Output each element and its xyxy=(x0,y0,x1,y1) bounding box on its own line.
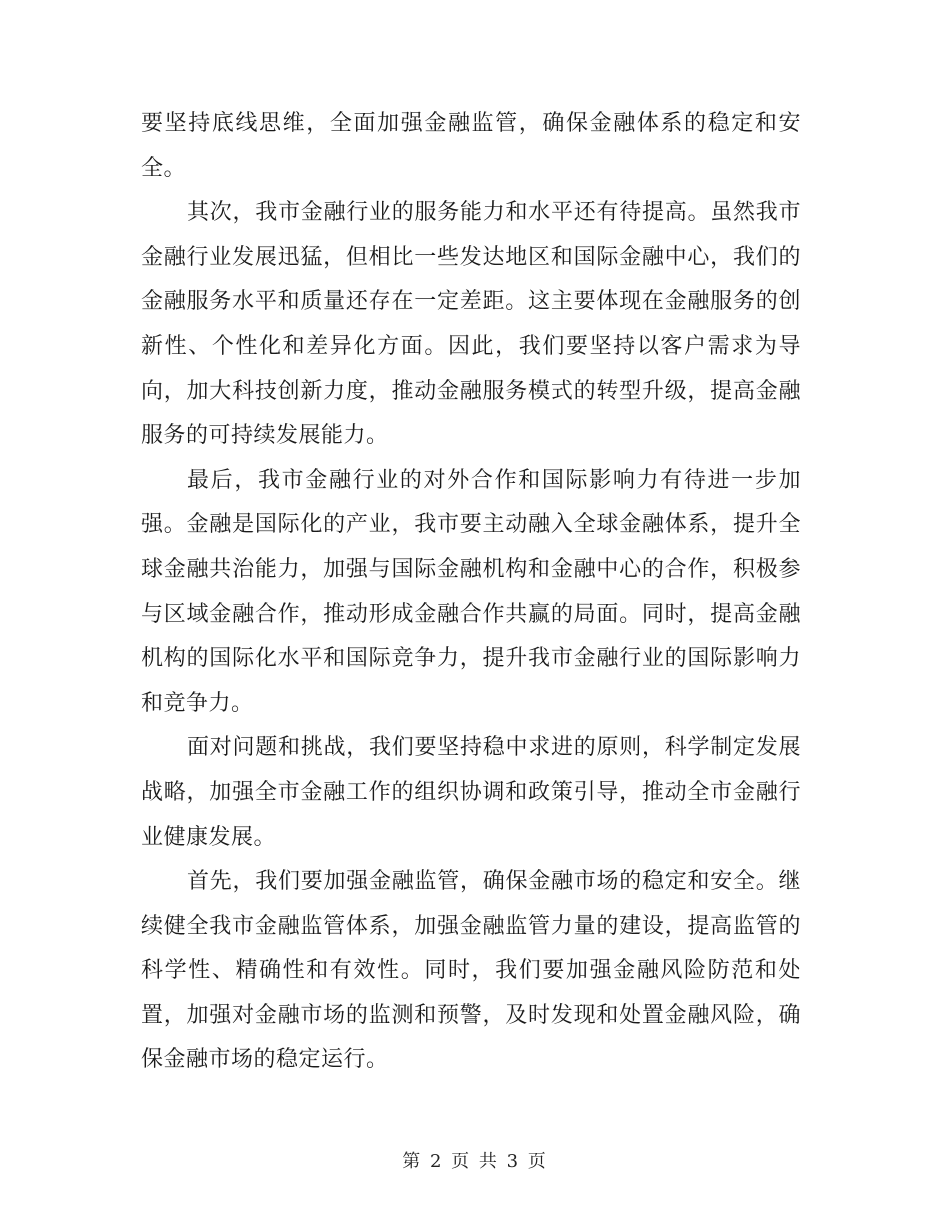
paragraph-challenges: 面对问题和挑战，我们要坚持稳中求进的原则，科学制定发展战略，加强全市金融工作的组织协调和政策引导，推动全市金融行业健康发展。 xyxy=(141,735,801,850)
paragraph-international-cooperation: 最后，我市金融行业的对外合作和国际影响力有待进一步加强。金融是国际化的产业，我市要主动融入全球金融体系，提升全球金融共治能力，加强与国际金融机构和金融中心的合作，积极参与区域金融合作，推动形成金融合作共赢的局面。同时，提高金融机构的国际化水平和国际竞争力，提升我市金融行业的国际影响力和竞争力。 xyxy=(141,467,801,716)
page-footer: 第 2 页 共 3 页 xyxy=(402,1151,548,1172)
paragraph-continuation: 要坚持底线思维，全面加强金融监管，确保金融体系的稳定和安全。 xyxy=(141,111,801,181)
paragraph-regulation: 首先，我们要加强金融监管，确保金融市场的稳定和安全。继续健全我市金融监管体系，加强金融监管力量的建设，提高监管的科学性、精确性和有效性。同时，我们要加强金融风险防范和处置，加强对金融市场的监测和预警，及时发现和处置金融风险，确保金融市场的稳定运行。 xyxy=(141,869,801,1073)
document-body xyxy=(141,102,801,1083)
paragraph-service-capability: 其次，我市金融行业的服务能力和水平还有待提高。虽然我市金融行业发展迅猛，但相比一些发达地区和国际金融中心，我们的金融服务水平和质量还存在一定差距。这主要体现在金融服务的创新性、个性化和差异化方面。因此，我们要坚持以客户需求为导向，加大科技创新力度，推动金融服务模式的转型升级，提高金融服务的可持续发展能力。 xyxy=(141,200,801,449)
